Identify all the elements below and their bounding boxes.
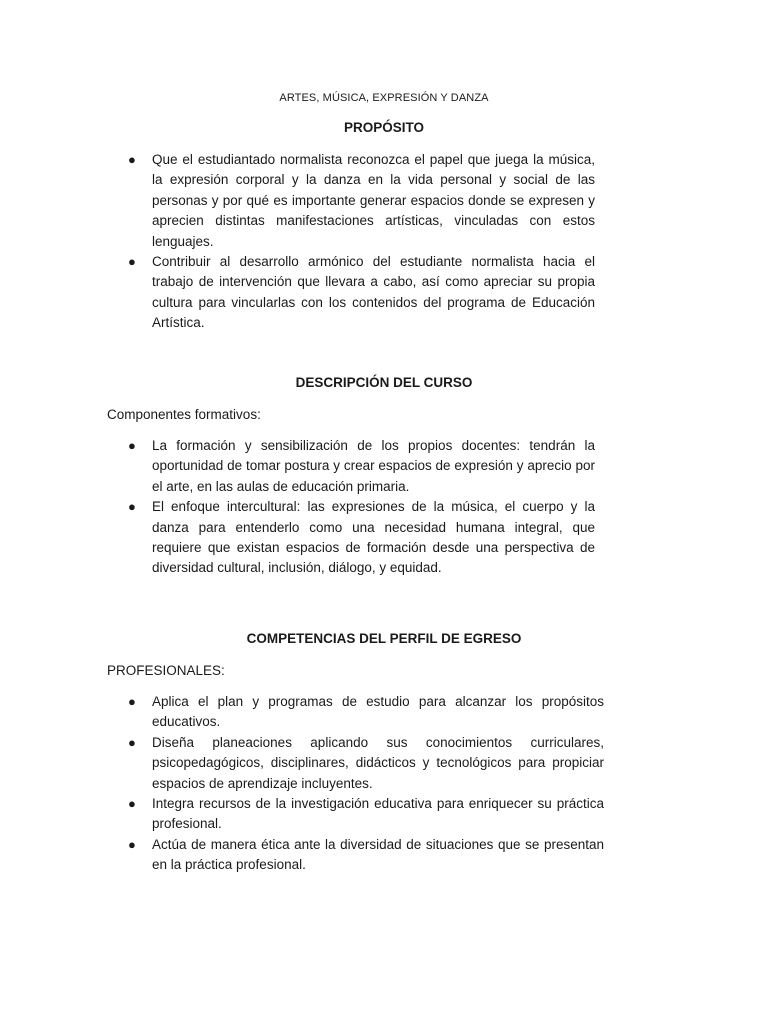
list-item-text: La formación y sensibilización de los propios docentes: tendrán la oportunidad de tomar postura y crear espacios de expresión y aprecio por el arte, en las aulas de educación primaria. [152,438,595,494]
bullet-icon: ● [128,499,136,515]
list-item-text: Contribuir al desarrollo armónico del estudiante normalista hacia el trabajo de intervención que llevara a cabo, así como apreciar su propia cultura para vincularlas con los contenidos del programa de Educación Artística. [152,254,595,331]
bullet-icon: ● [128,836,136,852]
competencias-list [128,692,604,876]
document-title: ARTES, MÚSICA, EXPRESIÓN Y DANZA [279,92,489,104]
list-item-text: El enfoque intercultural: las expresiones de la música, el cuerpo y la danza para entenderlo como una necesidad humana integral, que requiere que existan espacios de formación desde una perspectiva de diversidad cultural, inclusión, diálogo, y equidad. [152,499,595,576]
list-item [128,794,604,835]
list-item [128,835,604,876]
bullet-icon: ● [128,694,136,709]
bullet-icon: ● [128,734,136,750]
descripcion-heading: DESCRIPCIÓN DEL CURSO [295,375,473,390]
list-item-text: Aplica el plan y programas de estudio para alcanzar los propósitos educativos. [152,694,604,730]
proposito-heading: PROPÓSITO [343,120,425,135]
list-item [128,733,604,794]
descripcion-list [128,436,595,579]
list-item-text: Que el estudiantado normalista reconozca el papel que juega la música, la expresión corporal y la danza en la vida personal y social de las personas y por qué es importante generar espacios donde se expresen y aprecien distintas manifestaciones artísticas, vinculadas con estos lenguajes. [152,152,595,249]
competencias-heading: COMPETENCIAS DEL PERFIL DE EGRESO [246,631,522,646]
bullet-icon: ● [128,254,136,270]
bullet-icon: ● [128,152,136,167]
list-item [128,150,595,252]
proposito-list [128,150,595,334]
list-item-text: Actúa de manera ética ante la diversidad de situaciones que se presentan en la práctica profesional. [152,836,604,873]
list-item [128,252,595,334]
list-item-text: Diseña planeaciones aplicando sus conocimientos curriculares, psicopedagógicos, disciplinares, didácticos y tecnológicos para propiciar espacios de aprendizaje incluyentes. [152,734,604,791]
bullet-icon: ● [128,796,136,812]
list-item [128,692,604,733]
descripcion-intro: Componentes formativos: [107,407,261,422]
list-item [128,497,595,579]
bullet-icon: ● [128,438,136,453]
competencias-intro: PROFESIONALES: [107,663,225,678]
list-item [128,436,595,497]
list-item-text: Integra recursos de la investigación educativa para enriquecer su práctica profesional. [152,796,604,832]
